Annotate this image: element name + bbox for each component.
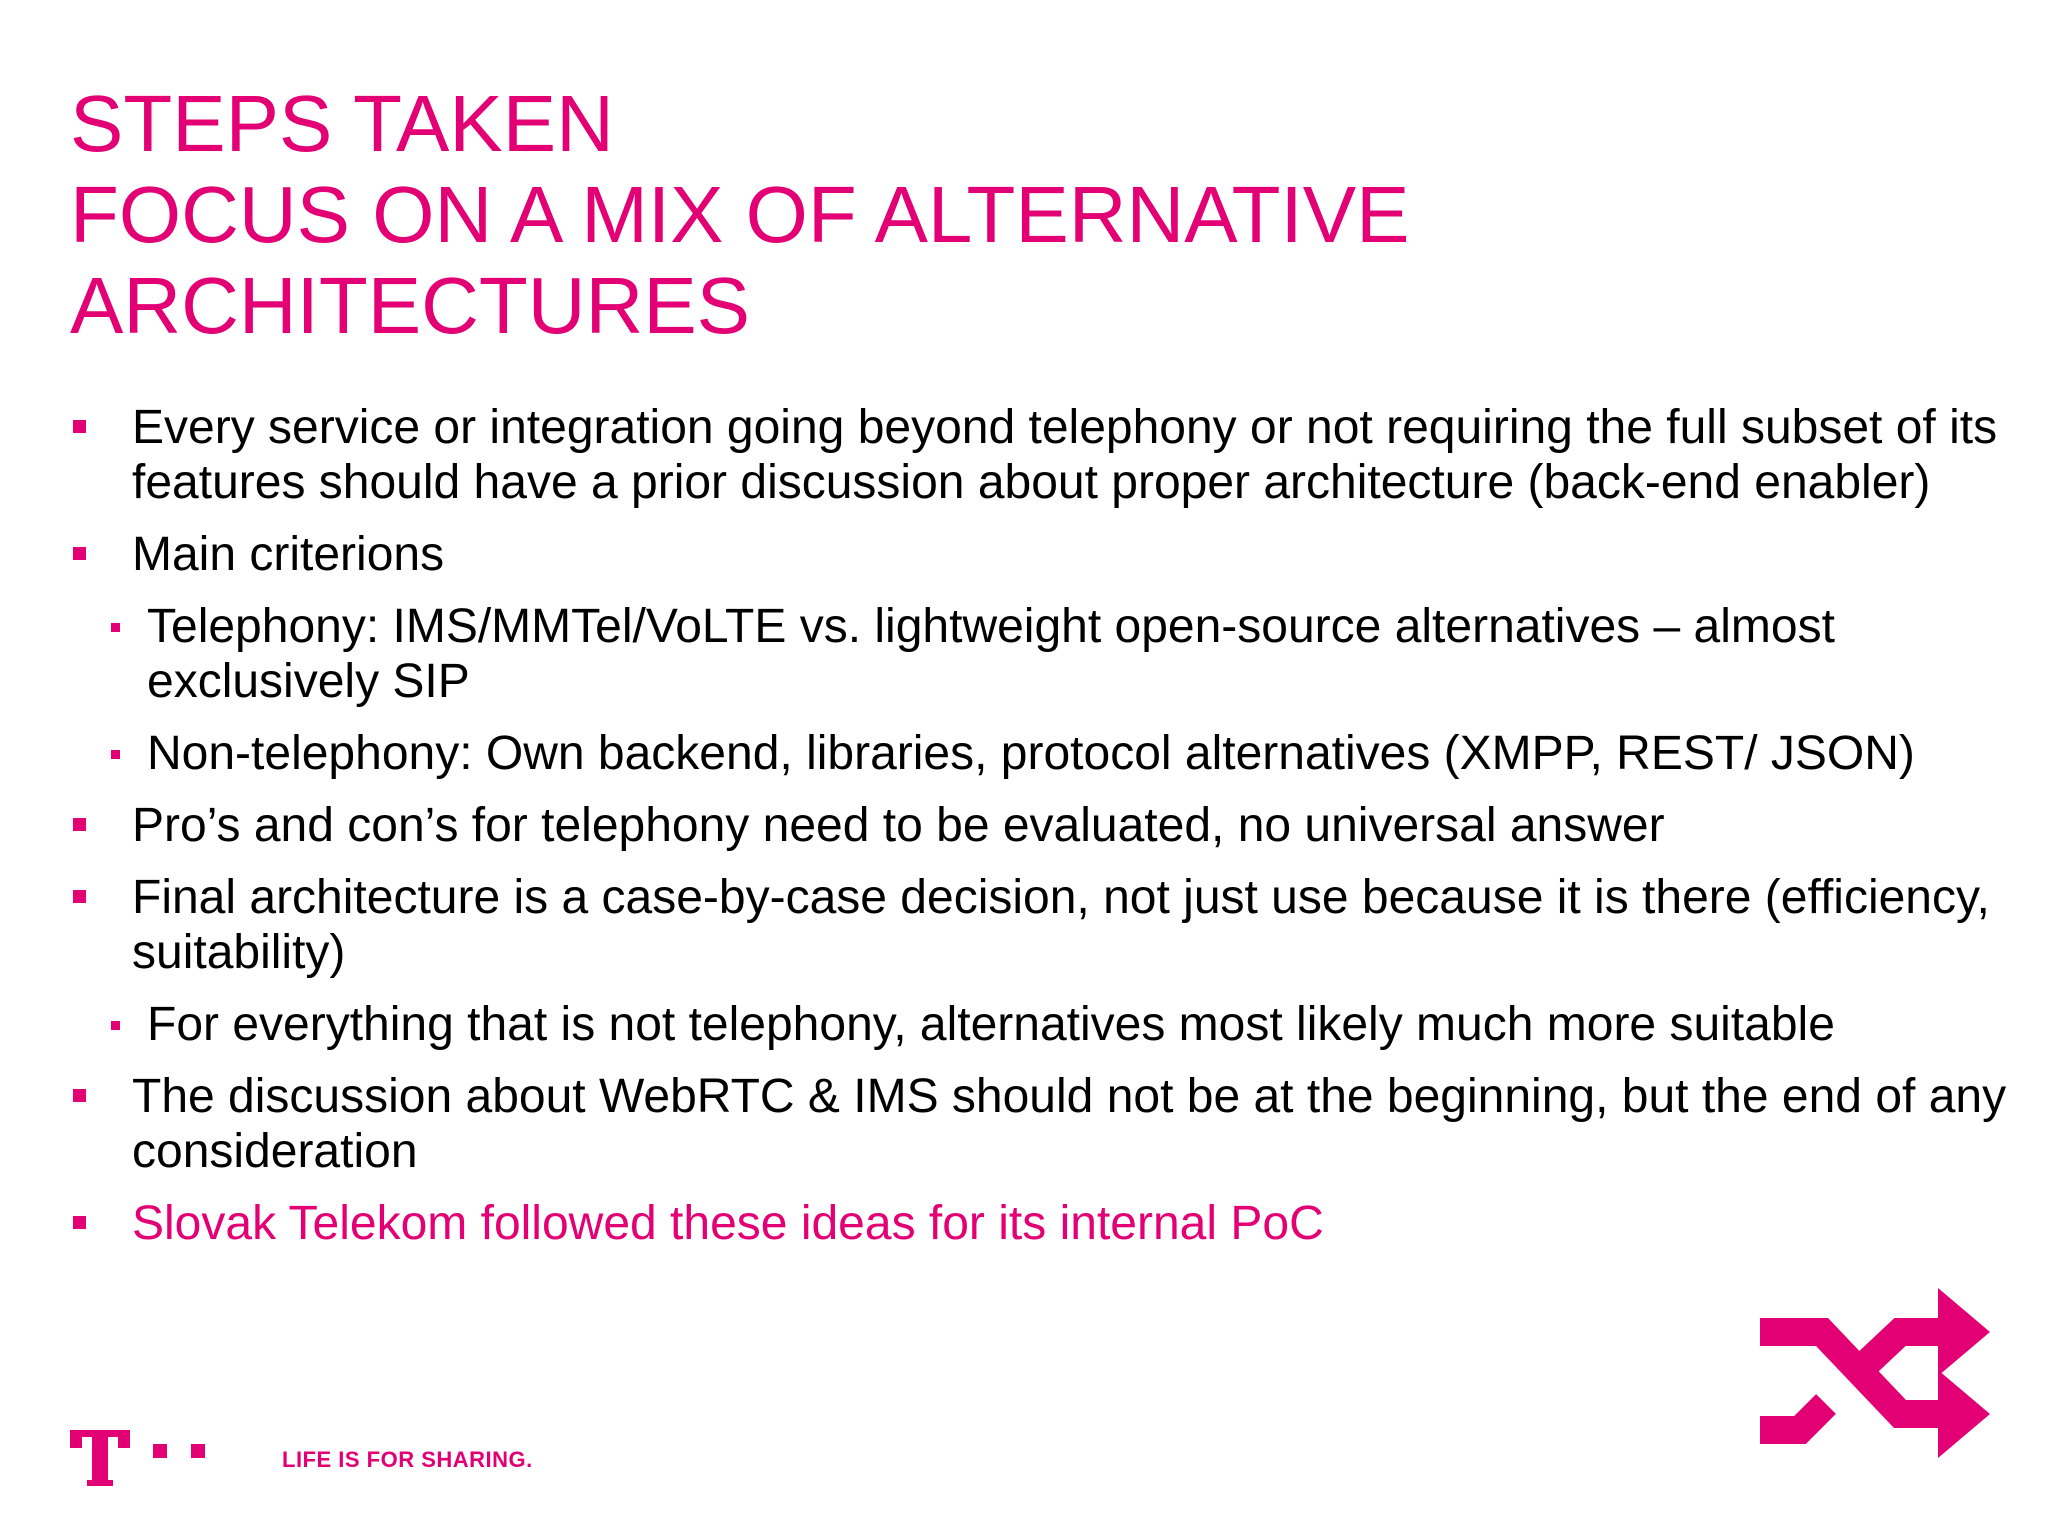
sub-bullet-item <box>0 726 2048 781</box>
bullet-item <box>0 400 2048 510</box>
shuffle-arrows-icon <box>1760 1280 2000 1480</box>
sub-bullet-item <box>0 599 2048 709</box>
bullet-text: Pro’s and con’s for telephony need to be evaluated, no universal answer <box>132 799 1665 852</box>
bullet-text: Every service or integration going beyond telephony or not requiring the full subset of its features should have a prior discussion about proper architecture (back-end enabler) <box>132 401 1998 509</box>
bullet-text: Final architecture is a case-by-case decision, not just use because it is there (efficiency, suitability) <box>132 871 1990 979</box>
sub-bullet-text: Telephony: IMS/MMTel/VoLTE vs. lightweight open-source alternatives – almost exclusively SIP <box>147 600 1835 708</box>
small-square-bullet-icon <box>111 1021 120 1030</box>
telekom-t-logo-icon <box>70 1428 220 1488</box>
small-square-bullet-icon <box>111 750 120 759</box>
square-bullet-icon <box>73 420 86 433</box>
title-line-3: ARCHITECTURES <box>70 261 751 350</box>
sub-bullet-text: For everything that is not telephony, alternatives most likely much more suitable <box>147 998 1835 1051</box>
bullet-item <box>0 798 2048 853</box>
square-bullet-icon <box>73 1216 86 1229</box>
slide-title <box>70 78 1770 351</box>
title-line-2: FOCUS ON A MIX OF ALTERNATIVE <box>70 170 1410 259</box>
bullet-text: Slovak Telekom followed these ideas for its internal PoC <box>132 1197 1324 1250</box>
bullet-text: The discussion about WebRTC & IMS should not be at the beginning, but the end of any consideration <box>132 1070 2007 1178</box>
footer-tagline: LIFE IS FOR SHARING. <box>282 1447 533 1472</box>
title-line-1: STEPS TAKEN <box>70 79 614 168</box>
square-bullet-icon <box>73 547 86 560</box>
bullet-text: Main criterions <box>132 528 445 581</box>
bullet-item <box>0 527 2048 582</box>
sub-bullet-item <box>0 997 2048 1052</box>
small-square-bullet-icon <box>111 623 120 632</box>
bullet-item <box>0 1069 2048 1179</box>
bullet-list <box>0 400 2048 1268</box>
square-bullet-icon <box>73 1089 86 1102</box>
bullet-item <box>0 870 2048 980</box>
square-bullet-icon <box>73 890 86 903</box>
sub-bullet-text: Non-telephony: Own backend, libraries, protocol alternatives (XMPP, REST/ JSON) <box>147 727 1915 780</box>
square-bullet-icon <box>73 818 86 831</box>
bullet-item-highlight <box>0 1196 2048 1251</box>
